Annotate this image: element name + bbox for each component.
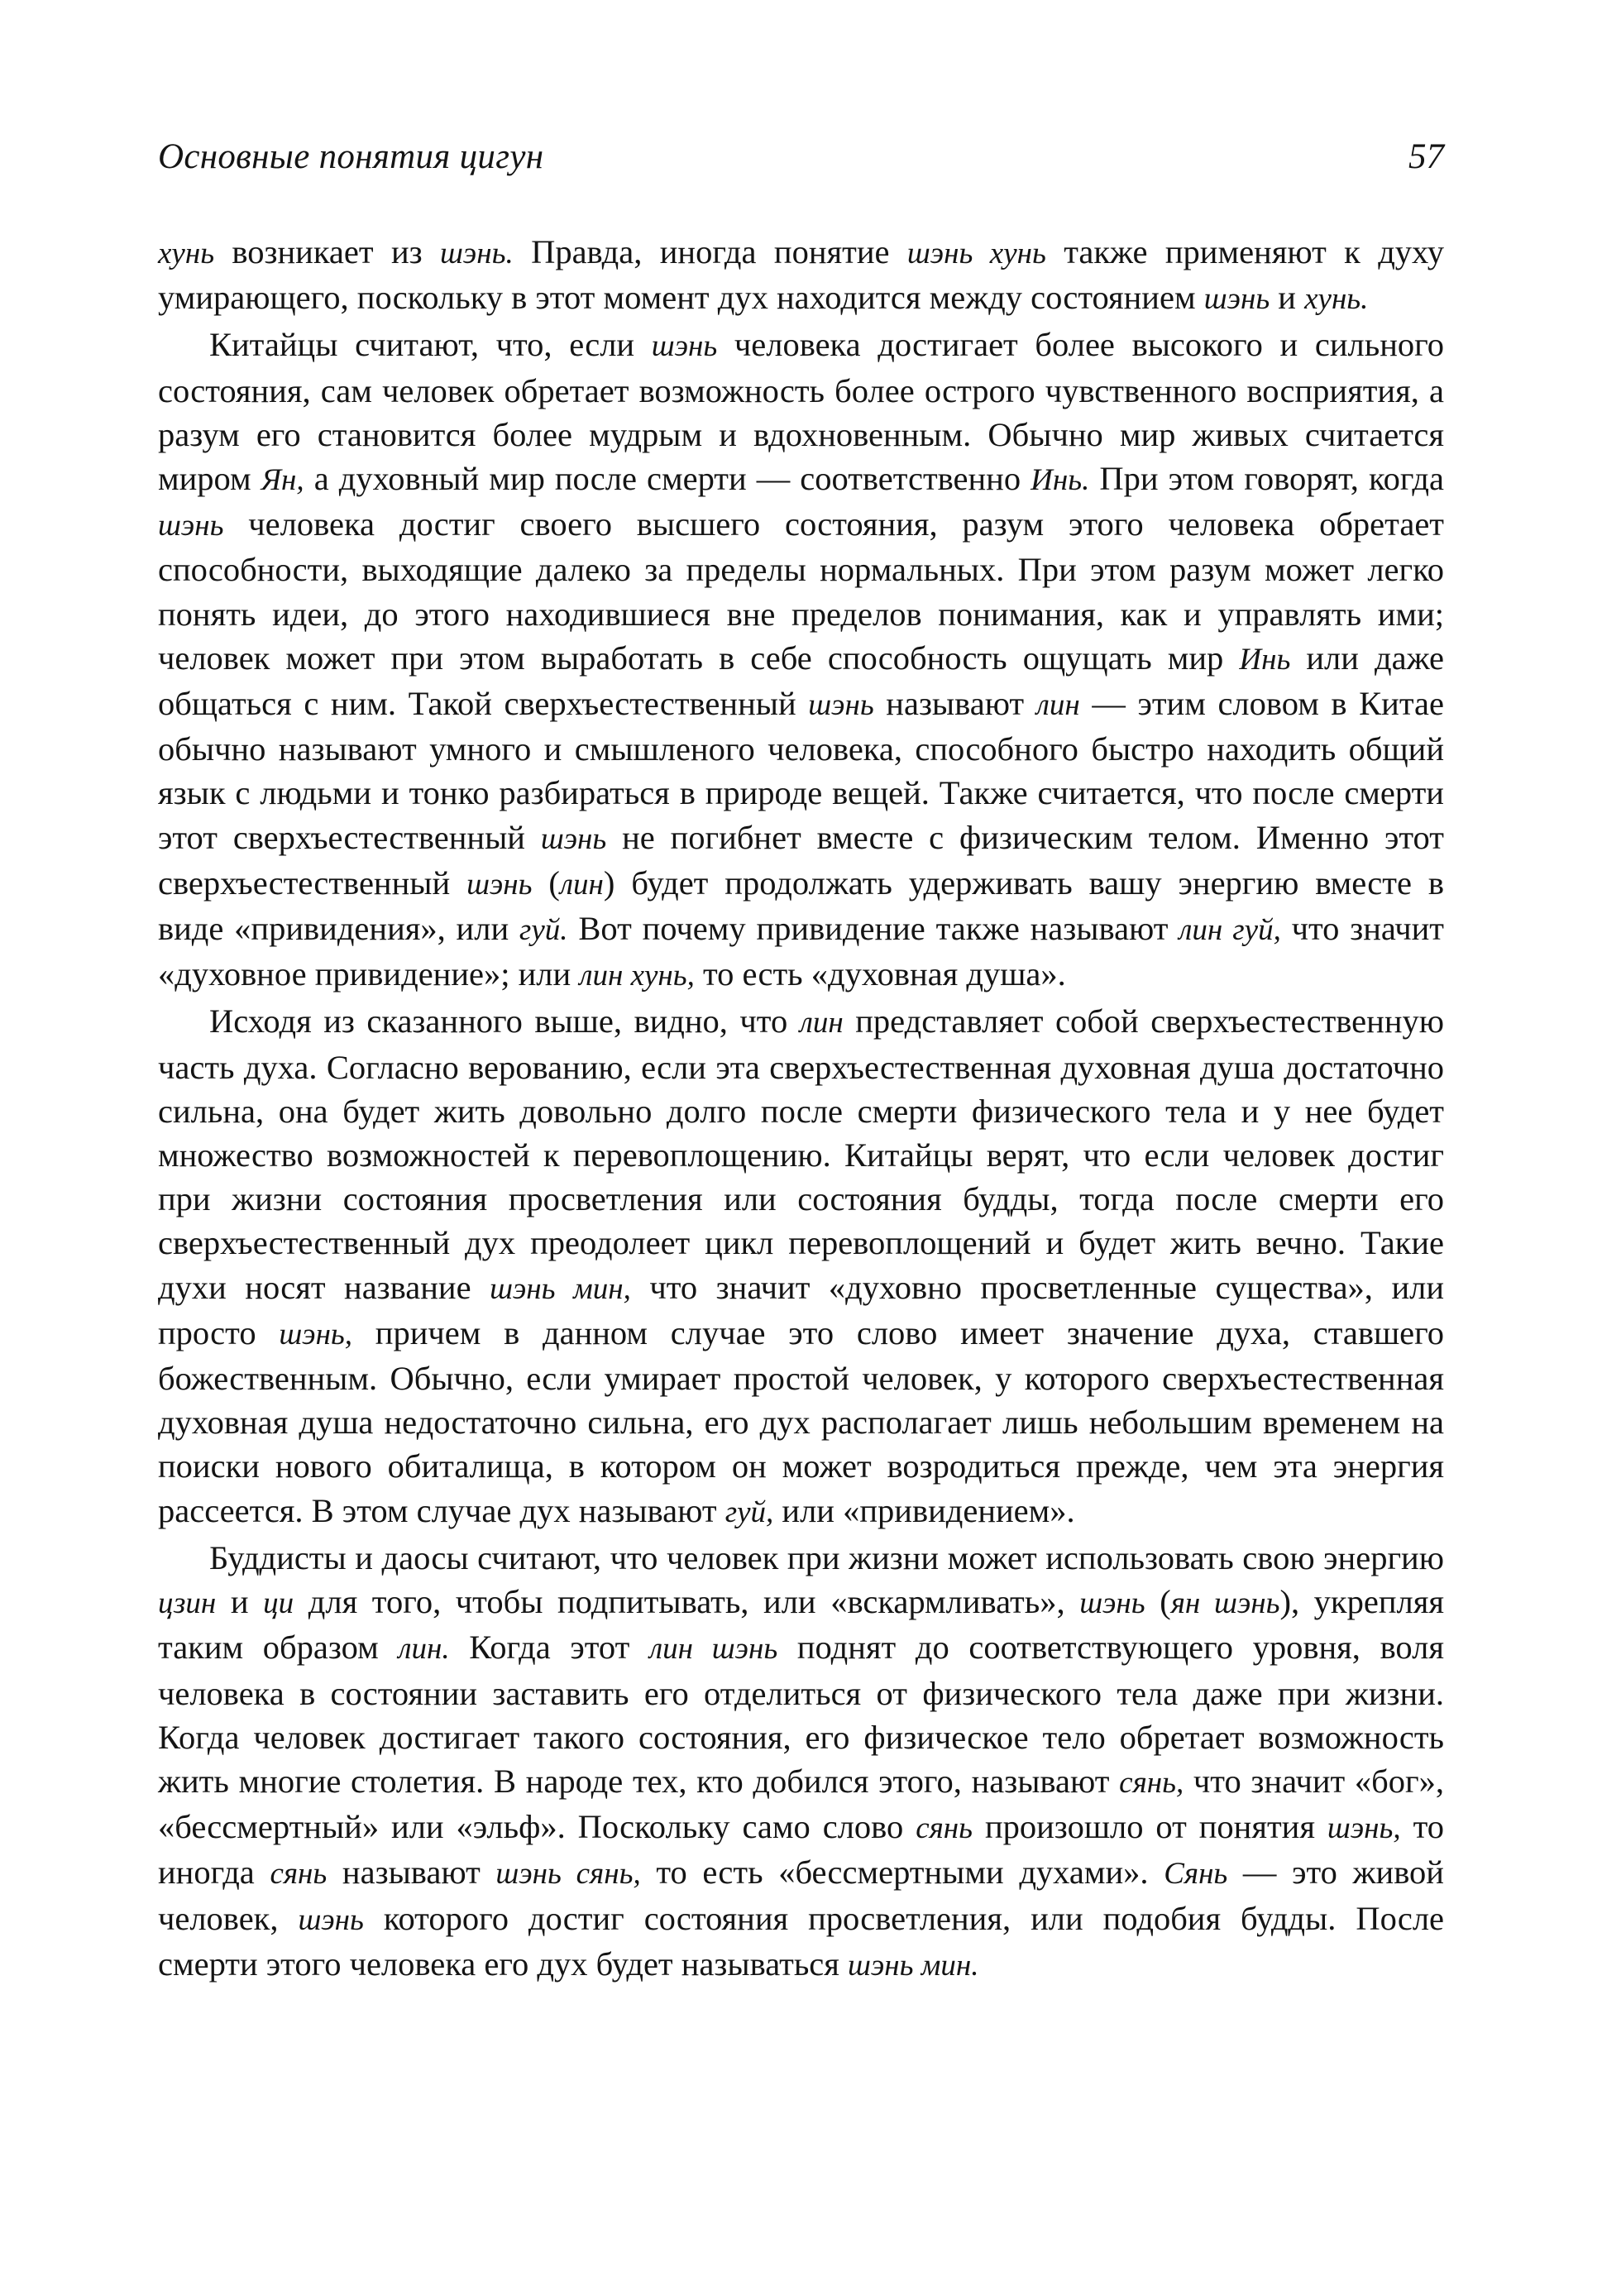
italic-term: шэнь хунь [906, 237, 1046, 270]
text-run: Правда, иногда понятие [513, 233, 907, 270]
text-run: Вот почему привидение также называют [567, 910, 1179, 948]
text-run: ( [1145, 1583, 1171, 1621]
text-run: для того, чтобы подпитывать, или «вскармливать», [294, 1583, 1080, 1621]
italic-term: лин хунь, [579, 959, 695, 993]
text-run: — этим словом в Китае обычно называют умного и смышленого человека, способного быстро находить общий язык с людьми и тонко разбираться в природе вещей. Также считается, что после смерти этот сверхъестественный [158, 685, 1444, 856]
text-run: Исходя из сказанного выше, видно, что [209, 1002, 800, 1040]
text-run: ), укрепляя таким образом [158, 1583, 1444, 1667]
text-run: и [216, 1583, 264, 1621]
paragraph [158, 323, 1444, 997]
italic-term: лин [559, 867, 604, 902]
paragraph [158, 1536, 1444, 1987]
text-run: которого достиг состояния просветления, или подобия будды. После смерти этого человека его дух будет называться [158, 1899, 1444, 1983]
italic-term: шэнь, [279, 1317, 353, 1351]
text-run: возникает из [214, 233, 440, 270]
italic-term: хунь. [1304, 282, 1369, 317]
italic-term: лин [799, 1006, 844, 1040]
paragraph-continued [158, 230, 1444, 321]
italic-term: шэнь. [440, 237, 514, 270]
italic-term: шэнь [158, 509, 224, 543]
page-number: 57 [1408, 137, 1444, 176]
text-run: При этом говорят, когда [1089, 460, 1444, 498]
italic-term: шэнь [808, 688, 874, 723]
text-run: а духовный мир после смерти — соответственно [304, 460, 1031, 498]
italic-term: Инь [1239, 642, 1291, 677]
text-run: человека достигает более высокого и сильного состояния, сам человек обретает возможность более острого чувственного восприятия, а разум его становится более мудрым и вдохновенным. Обычно мир живых считается миром [158, 326, 1445, 498]
text-run: и [1270, 279, 1305, 317]
italic-term: шэнь [1079, 1586, 1145, 1621]
text-run: произошло от понятия [973, 1808, 1327, 1846]
text-run: человека достиг своего высшего состояния, разум этого человека обретает способности, выходящие далеко за пределы нормальных. При этом разум может легко понять идеи, до этого находившиеся вне пределов понимания, как и управлять ими; человек может при этом выработать в себе способность ощущать мир [158, 505, 1444, 677]
italic-term: лин. [398, 1632, 450, 1667]
text-run: или «привидением». [773, 1491, 1075, 1529]
italic-term: шэнь мин. [848, 1948, 979, 1983]
text-run: — это живой человек, [158, 1854, 1444, 1937]
italic-term: шэнь [466, 867, 533, 902]
italic-term: шэнь мин, [490, 1271, 631, 1306]
italic-term: цзин [158, 1586, 217, 1621]
italic-term: сянь [916, 1811, 973, 1846]
text-run: Буддисты и даосы считают, что человек при жизни может использовать свою энергию [209, 1538, 1444, 1576]
text-run: называют [327, 1854, 496, 1892]
text-run: ( [532, 863, 560, 902]
italic-term: шэнь [540, 821, 607, 856]
text-run: представляет собой сверхъестественную часть духа. Согласно верованию, если эта сверхъестественная духовная душа достаточно сильна, она будет жить довольно долго после смерти физического тела и у нее будет множество возможностей к перевоплощению. Китайцы верят, что если человек достиг при жизни состояния просветления или состояния будды, тогда после смерти его сверхъестественный дух преодолеет цикл перевоплощений и будет жить вечно. Такие духи носят название [158, 1002, 1445, 1306]
italic-term: лин гуй, [1179, 913, 1281, 948]
text-run: Китайцы считают, что, если [209, 326, 652, 364]
text-run: то есть «бессмертными духами». [640, 1854, 1164, 1892]
text-run: поднят до соответствующего уровня, воля человека в состоянии заставить его отделиться от физического тела даже при жизни. Когда человек достигает такого состояния, его физическое тело обретает возможность жить многие столетия. В народе тех, кто добился этого, называют [158, 1629, 1444, 1800]
text-run: называют [873, 685, 1036, 723]
paragraph [158, 999, 1444, 1533]
italic-term: сянь, [1119, 1765, 1184, 1800]
running-title: Основные понятия цигун [158, 137, 544, 176]
text-run: Когда этот [449, 1629, 649, 1667]
italic-term: гуй, [724, 1495, 774, 1529]
italic-term: шэнь [1203, 282, 1270, 317]
text-run: что значит «духовно просветленные существа», или просто [158, 1268, 1444, 1351]
italic-term: лин [1035, 688, 1080, 723]
text-run: или даже общаться с ним. Такой сверхъестественный [158, 639, 1444, 723]
italic-term: гуй. [519, 913, 568, 948]
italic-term: Инь. [1031, 463, 1090, 498]
italic-term: хунь [158, 237, 215, 270]
italic-term: шэнь, [1327, 1811, 1401, 1846]
italic-term: Сянь [1164, 1857, 1228, 1892]
text-run: что значит «бог», «бессмертный» или «эльф». Поскольку само слово [158, 1762, 1444, 1846]
text-run: не погибнет вместе с физическим телом. Именно этот сверхъестественный [158, 818, 1444, 902]
body-text [158, 230, 1444, 1987]
text-run: ) будет продолжать удерживать вашу энергию вместе в виде «привидения», или [158, 863, 1444, 948]
italic-term: шэнь [298, 1902, 364, 1937]
text-run: то иногда [158, 1808, 1444, 1892]
text-run: то есть «духовная душа». [694, 955, 1066, 993]
italic-term: ци [263, 1586, 294, 1621]
running-head [158, 132, 1444, 182]
italic-term: шэнь [651, 329, 718, 364]
text-run: причем в данном случае это слово имеет значение духа, ставшего божественным. Обычно, если умирает простой человек, у которого сверхъестественная духовная душа недостаточно сильна, его дух располагает лишь небольшим временем на поиски нового обиталища, в котором он может возродиться прежде, чем эта энергия рассеется. В этом случае дух называют [158, 1313, 1444, 1529]
italic-term: Ян, [261, 463, 304, 498]
italic-term: шэнь сянь, [495, 1857, 641, 1892]
text-run: что значит «духовное привидение»; или [158, 910, 1444, 993]
italic-term: лин шэнь [648, 1632, 778, 1667]
italic-term: сянь [270, 1857, 328, 1892]
text-run: также применяют к духу умирающего, поскольку в этот момент дух находится между состоянием [158, 233, 1445, 317]
italic-term: ян шэнь [1170, 1586, 1280, 1621]
